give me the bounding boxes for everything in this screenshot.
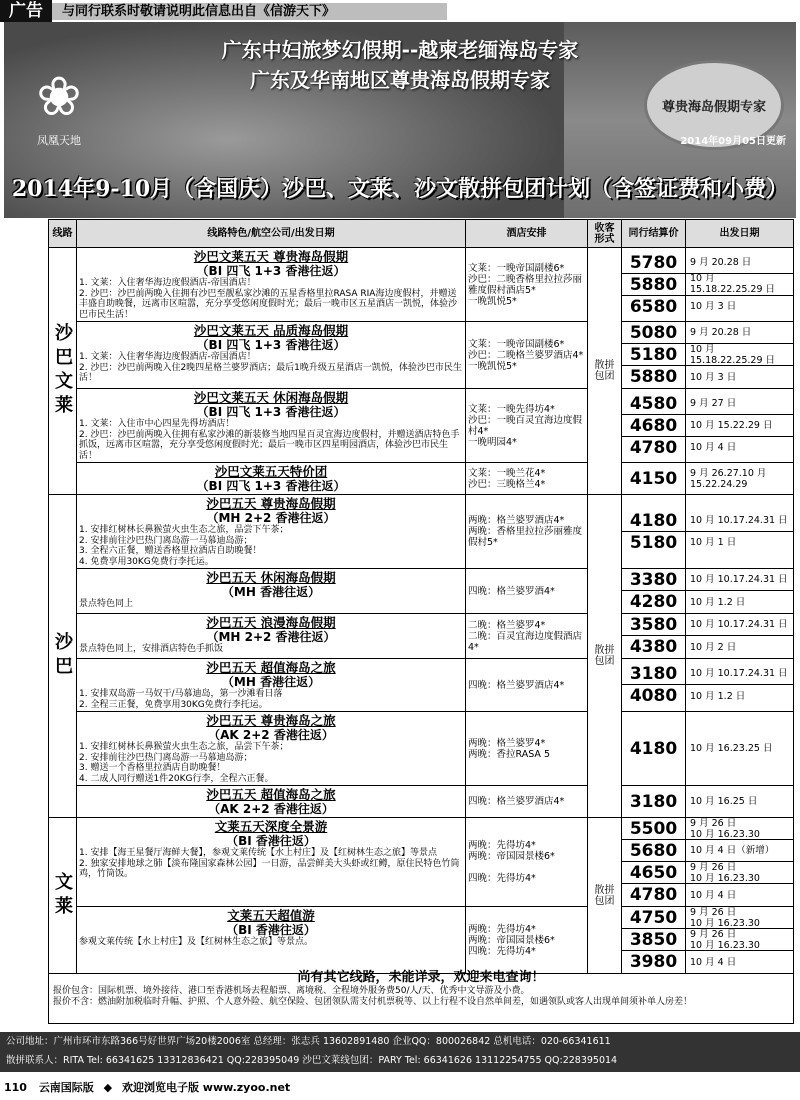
- route-title: 沙巴五天 超值海岛之旅: [206, 660, 336, 675]
- price-cell: [622, 907, 686, 974]
- price-cell: [622, 463, 686, 495]
- departure-date: 10 月 16.23.25 日: [690, 743, 773, 754]
- page-number: 110: [4, 1081, 27, 1094]
- contact-bar: [0, 1032, 800, 1072]
- price-value: 4180: [622, 510, 685, 532]
- departure-date: 10 月 10.17.24.31 日: [686, 663, 793, 685]
- price-value: 6580: [629, 296, 678, 317]
- route-title: 沙巴文莱五天特价团: [214, 464, 328, 479]
- route-title: 沙巴文莱五天 休闲海岛假期: [193, 390, 349, 405]
- price-value: 4650: [622, 862, 685, 884]
- region-name: 沙巴文莱: [49, 248, 77, 495]
- butterfly-icon: ❀: [36, 65, 82, 128]
- route-cell: [77, 659, 466, 712]
- departure-date: 10 月 4 日（新增）: [686, 840, 793, 862]
- col-form: 收客形式: [588, 220, 622, 248]
- route-airline: （BI 四飞 1+3 香港往返）: [196, 405, 346, 419]
- price-value: 5680: [622, 840, 685, 862]
- table-header: [49, 220, 794, 248]
- route-airline: （MH 香港往返）: [221, 585, 321, 599]
- price-value: 4180: [629, 738, 678, 759]
- route-title: 沙巴五天 休闲海岛假期: [206, 570, 336, 585]
- price-value: 5780: [622, 252, 685, 274]
- route-highlights: 景点特色同上，安排酒店特色手抓饭: [79, 644, 224, 654]
- departure-date: 10 月 1.2 日: [690, 596, 746, 608]
- route-highlights: 1. 文莱：入住市中心四星先得坊酒店！ 2. 沙巴：沙巴前两晚入住拥有私家沙滩的新装修当地四星百灵宜海边度假村，并赠送酒店特色手抓饭，远离市区喧嚣，充分享受悠闲度假时光；最后一晚市区四星明园酒店，体验沙巴市民生活！: [79, 419, 460, 461]
- departure-date: 10 月 4 日: [690, 889, 737, 901]
- price-value: 4680: [622, 415, 685, 437]
- route-airline: （MH 2+2 香港往返）: [206, 630, 336, 644]
- route-cell: [77, 495, 466, 569]
- hotel-cell: 文莱：一晚兰花4* 沙巴：三晚格兰4*: [466, 463, 588, 495]
- price-value: 5880: [629, 367, 678, 387]
- route-highlights: 1. 文莱：入住奢华海边度假酒店-帝国酒店！ 2. 沙巴：沙巴前两晚入住拥有沙巴至靓私家沙滩的五星香格里拉RASA RIA海边度假村，并赠送丰盛自助晚餐，远离市区喧嚣，充分享受悠闲度假时光；最后一晚市区五星酒店一凯悦，体验沙巴市民生活！: [79, 278, 458, 320]
- hotel-cell: 两晚：先得坊4* 两晚：帝国园景楼6* 四晚：先得坊4*: [466, 818, 588, 907]
- route-airline: （MH 香港往返）: [221, 675, 321, 689]
- route-row: [49, 495, 794, 569]
- route-cell: [77, 389, 466, 463]
- route-title: 沙巴五天 尊贵海岛假期: [206, 496, 336, 511]
- brand-logo: ❀ 凤凰天地: [14, 62, 104, 162]
- route-title: 沙巴五天 浪漫海岛假期: [206, 615, 336, 630]
- price-cell: [622, 389, 686, 463]
- route-cell: [77, 907, 466, 974]
- departure-date: 9 月 26 日 10 月 16.23.30: [686, 907, 793, 929]
- price-include: 报价包含：国际机票、境外接待、港口至香港机场去程船票、离境税、全程境外服务费50/人/天、优秀中文导游及小费。: [53, 986, 530, 996]
- price-value: 5180: [622, 344, 685, 366]
- price-cell: [622, 248, 686, 322]
- departure-date: 10 月 1.2 日: [690, 690, 746, 702]
- route-row: [49, 322, 794, 389]
- route-airline: （BI 四飞 1+3 香港往返）: [196, 338, 346, 352]
- region-name: 文莱: [49, 818, 77, 974]
- price-cell: [622, 659, 686, 712]
- price-cell: [622, 495, 686, 569]
- price-cell: [622, 614, 686, 659]
- price-value: 3980: [629, 952, 678, 972]
- departure-date: 9 月 20.28 日: [686, 252, 793, 274]
- departure-date: 10 月 1 日: [690, 537, 737, 548]
- departure-date: 10 月 3 日: [690, 371, 737, 383]
- hotel-cell: 文莱：一晚先得坊4* 沙巴：一晚百灵宜海边度假村4* 一晚明园4*: [466, 389, 588, 463]
- banner-title-2: 广东及华南地区尊贵海岛假期专家: [250, 68, 550, 92]
- price-cell: [622, 322, 686, 389]
- route-airline: （MH 2+2 香港往返）: [206, 511, 336, 525]
- col-region: 线路: [49, 220, 77, 248]
- departure-date: 10 月 10.17.24.31 日: [686, 569, 793, 591]
- price-value: 4780: [629, 885, 678, 905]
- route-row: [49, 569, 794, 614]
- route-row: [49, 614, 794, 659]
- price-cell: [622, 569, 686, 614]
- date-cell: [686, 389, 794, 463]
- more-routes-note: 尚有其它线路，未能详录，欢迎来电查询！: [297, 970, 545, 985]
- route-highlights: 1. 安排红树林长鼻猴萤火虫生态之旅，品尝下午茶； 2. 安排前往沙巴热门离岛游一马慕迪岛游； 3. 赠送一个香格里拉酒店自助晚餐！ 4. 二成人同行赠送1件20KG行李，全程六正餐。: [79, 742, 289, 784]
- price-value: 4380: [629, 637, 678, 657]
- price-value: 4750: [622, 907, 685, 929]
- route-title: 文莱五天超值游: [227, 908, 315, 923]
- departure-date: 10 月 4 日: [690, 442, 737, 453]
- departure-date: 9 月 26 日 10 月 16.23.30: [686, 818, 793, 840]
- route-cell: [77, 818, 466, 907]
- price-cell: [622, 786, 686, 818]
- route-row: [49, 712, 794, 786]
- date-cell: [686, 786, 794, 818]
- departure-date: 9 月 26 日 10 月 16.23.30: [686, 929, 793, 951]
- hotel-cell: 两晚：格兰婆罗酒店4* 两晚：香格里拉拉莎丽雅度假村5*: [466, 495, 588, 569]
- departure-date: 10 月 10.17.24.31 日: [686, 510, 793, 532]
- route-highlights: 景点特色同上: [79, 599, 134, 609]
- date-cell: [686, 569, 794, 614]
- price-value: 5080: [622, 322, 685, 344]
- plan-title: 2014年9-10月（含国庆）沙巴、文莱、沙文散拼包团计划（含签证费和小费）: [11, 176, 789, 202]
- date-cell: [686, 495, 794, 569]
- route-title: 沙巴文莱五天 品质海岛假期: [193, 323, 349, 338]
- route-highlights: 参观文莱传统【水上村庄】及【红树林生态之旅】等景点。: [79, 937, 314, 947]
- hero-banner: [4, 22, 796, 218]
- company-address: 公司地址：广州市环市东路366号好世界广场20楼2006室 总经理：张志兵 13602891480 企业QQ：800026842 总机电话：020-66341611: [6, 1036, 611, 1047]
- hotel-cell: 两晚：格兰婆罗4* 两晚：香拉RASA 5: [466, 712, 588, 786]
- price-value: 3180: [629, 791, 678, 812]
- col-hotel: 酒店安排: [466, 220, 588, 248]
- route-cell: [77, 569, 466, 614]
- price-value: 4780: [629, 437, 678, 458]
- price-value: 5880: [622, 274, 685, 296]
- price-value: 3180: [622, 663, 685, 685]
- departure-date: 10 月 2 日: [690, 641, 737, 653]
- page-bottom: [0, 1076, 800, 1100]
- price-value: 5180: [629, 532, 678, 553]
- region-name: 沙巴: [49, 495, 77, 818]
- sales-contacts: 散拼联系人：RITA Tel: 66341625 13312836421 QQ:228395049 沙巴文莱线包团：PARY Tel: 66341626 13112254755 QQ:228395014: [6, 1055, 618, 1066]
- departure-date: 9 月 20.28 日: [686, 322, 793, 344]
- date-cell: [686, 907, 794, 974]
- route-row: [49, 907, 794, 974]
- departure-date: 10 月 15.18.22.25.29 日: [686, 274, 793, 296]
- route-airline: （BI 四飞 1+3 香港往返）: [196, 479, 346, 493]
- update-date: 2014年09月05日更新: [680, 136, 786, 147]
- departure-date: 10 月 4 日: [690, 956, 737, 968]
- date-cell: [686, 659, 794, 712]
- route-cell: [77, 712, 466, 786]
- site-link[interactable]: 欢迎浏览电子版 www.zyoo.net: [121, 1081, 291, 1094]
- price-value: 4080: [629, 686, 678, 706]
- route-highlights: 1. 安排【海王星餐厅海鲜大餐】，参观文莱传统【水上村庄】及【红树林生态之旅】等景点 2. 独家安排地球之肺【淡布隆国家森林公园】一日游，品尝鲜美大头虾或红鳟，原住民特色竹筒鸡，竹筒饭。: [79, 848, 460, 879]
- expert-badge: 尊贵海岛假期专家: [644, 60, 784, 150]
- section-name: 云南国际版: [38, 1081, 94, 1094]
- date-cell: [686, 818, 794, 907]
- price-exclude: 报价不含：燃油附加税临时升幅、护照、个人意外险、航空保险、包团领队需支付机票税等、以上行程不设自然单间差，如遇领队或客人出现单间须补单人房差！: [53, 997, 693, 1007]
- table-footer: [48, 968, 794, 1024]
- hotel-cell: 两晚：先得坊4* 两晚：帝国园景楼6* 四晚：先得坊4*: [466, 907, 588, 974]
- route-title: 文莱五天深度全景游: [214, 819, 328, 834]
- departure-date: 10 月 3 日: [690, 301, 737, 312]
- route-cell: [77, 248, 466, 322]
- route-row: [49, 786, 794, 818]
- route-row: [49, 659, 794, 712]
- price-cell: [622, 818, 686, 907]
- booking-form: 散拼包团: [588, 248, 622, 495]
- price-value: 5500: [622, 818, 685, 840]
- route-cell: [77, 463, 466, 495]
- col-route: 线路特色/航空公司/出发日期: [77, 220, 466, 248]
- hotel-cell: 文莱：一晚帝国副楼6* 沙巴：二晚香格里拉拉莎丽雅度假村酒店5* 一晚凯悦5*: [466, 248, 588, 322]
- price-value: 4580: [622, 393, 685, 415]
- route-highlights: 1. 安排红树林长鼻猴萤火虫生态之旅，品尝下午茶； 2. 安排前往沙巴热门离岛游一马慕迪岛游； 3. 全程六正餐，赠送香格里拉酒店自助晚餐！ 4. 免费享用30KG免费行李托运。: [79, 525, 289, 567]
- col-price: 同行结算价: [622, 220, 686, 248]
- departure-date: 10 月 15.18.22.25.29 日: [686, 344, 793, 366]
- route-row: [49, 248, 794, 322]
- route-title: 沙巴五天 尊贵海岛之旅: [206, 713, 336, 728]
- price-value: 3850: [622, 929, 685, 951]
- ad-tag: 广告: [0, 0, 52, 22]
- date-cell: [686, 463, 794, 495]
- hotel-cell: 四晚：格兰婆罗酒4*: [466, 569, 588, 614]
- departure-date: 9 月 27 日: [686, 393, 793, 415]
- route-title: 沙巴五天 超值海岛之旅: [206, 787, 336, 802]
- route-airline: （BI 香港往返）: [226, 834, 316, 848]
- col-date: 出发日期: [686, 220, 794, 248]
- route-airline: （BI 香港往返）: [226, 923, 316, 937]
- hotel-cell: 四晚：格兰婆罗酒店4*: [466, 659, 588, 712]
- hotel-cell: 四晚：格兰婆罗酒店4*: [466, 786, 588, 818]
- price-value: 3580: [622, 614, 685, 636]
- route-airline: （AK 2+2 香港往返）: [208, 802, 334, 816]
- price-cell: [622, 712, 686, 786]
- route-cell: [77, 614, 466, 659]
- route-cell: [77, 786, 466, 818]
- banner-title-1: 广东中妇旅梦幻假期--越柬老缅海岛专家: [221, 38, 579, 62]
- route-airline: （BI 四飞 1+3 香港往返）: [196, 264, 346, 278]
- route-row: [49, 818, 794, 907]
- departure-date: 9 月 26 日 10 月 16.23.30: [686, 862, 793, 884]
- route-highlights: 1. 文莱：入住奢华海边度假酒店-帝国酒店！ 2. 沙巴：沙巴前两晚入住2晚四星格兰婆罗酒店；最后1晚升级五星酒店一凯悦，体验沙巴市民生活！: [79, 352, 462, 383]
- booking-form: 散拼包团: [588, 495, 622, 818]
- route-cell: [77, 322, 466, 389]
- route-title: 沙巴文莱五天 尊贵海岛假期: [193, 249, 349, 264]
- diamond-icon: ◆: [103, 1081, 113, 1094]
- date-cell: [686, 712, 794, 786]
- date-cell: [686, 248, 794, 322]
- departure-date: 9 月 26.27.10 月 15.22.24.29: [690, 467, 767, 490]
- route-row: [49, 389, 794, 463]
- hotel-cell: 二晚：格兰婆罗4* 二晚：百灵宜海边度假酒店4*: [466, 614, 588, 659]
- route-table: [48, 219, 794, 974]
- price-value: 4150: [629, 468, 678, 489]
- top-notice-bar: [0, 0, 800, 22]
- price-value: 4280: [629, 592, 678, 612]
- hotel-cell: 文莱：一晚帝国副楼6* 沙巴：二晚格兰婆罗酒店4* 一晚凯悦5*: [466, 322, 588, 389]
- route-row: [49, 463, 794, 495]
- route-highlights: 1. 安排双岛游一马奴干/马慕迪岛，第一沙滩看日落 2. 全程三正餐，免费享用30KG免费行李托运。: [79, 689, 283, 710]
- route-airline: （AK 2+2 香港往返）: [208, 728, 334, 742]
- departure-date: 10 月 16.25 日: [690, 796, 758, 807]
- date-cell: [686, 614, 794, 659]
- source-notice: 与同行联系时敬请说明此信息出自《信游天下》: [52, 3, 447, 20]
- booking-form: 散拼包团: [588, 818, 622, 974]
- departure-date: 10 月 15.22.29 日: [686, 415, 793, 437]
- price-value: 3380: [622, 569, 685, 591]
- departure-date: 10 月 10.17.24.31 日: [686, 614, 793, 636]
- date-cell: [686, 322, 794, 389]
